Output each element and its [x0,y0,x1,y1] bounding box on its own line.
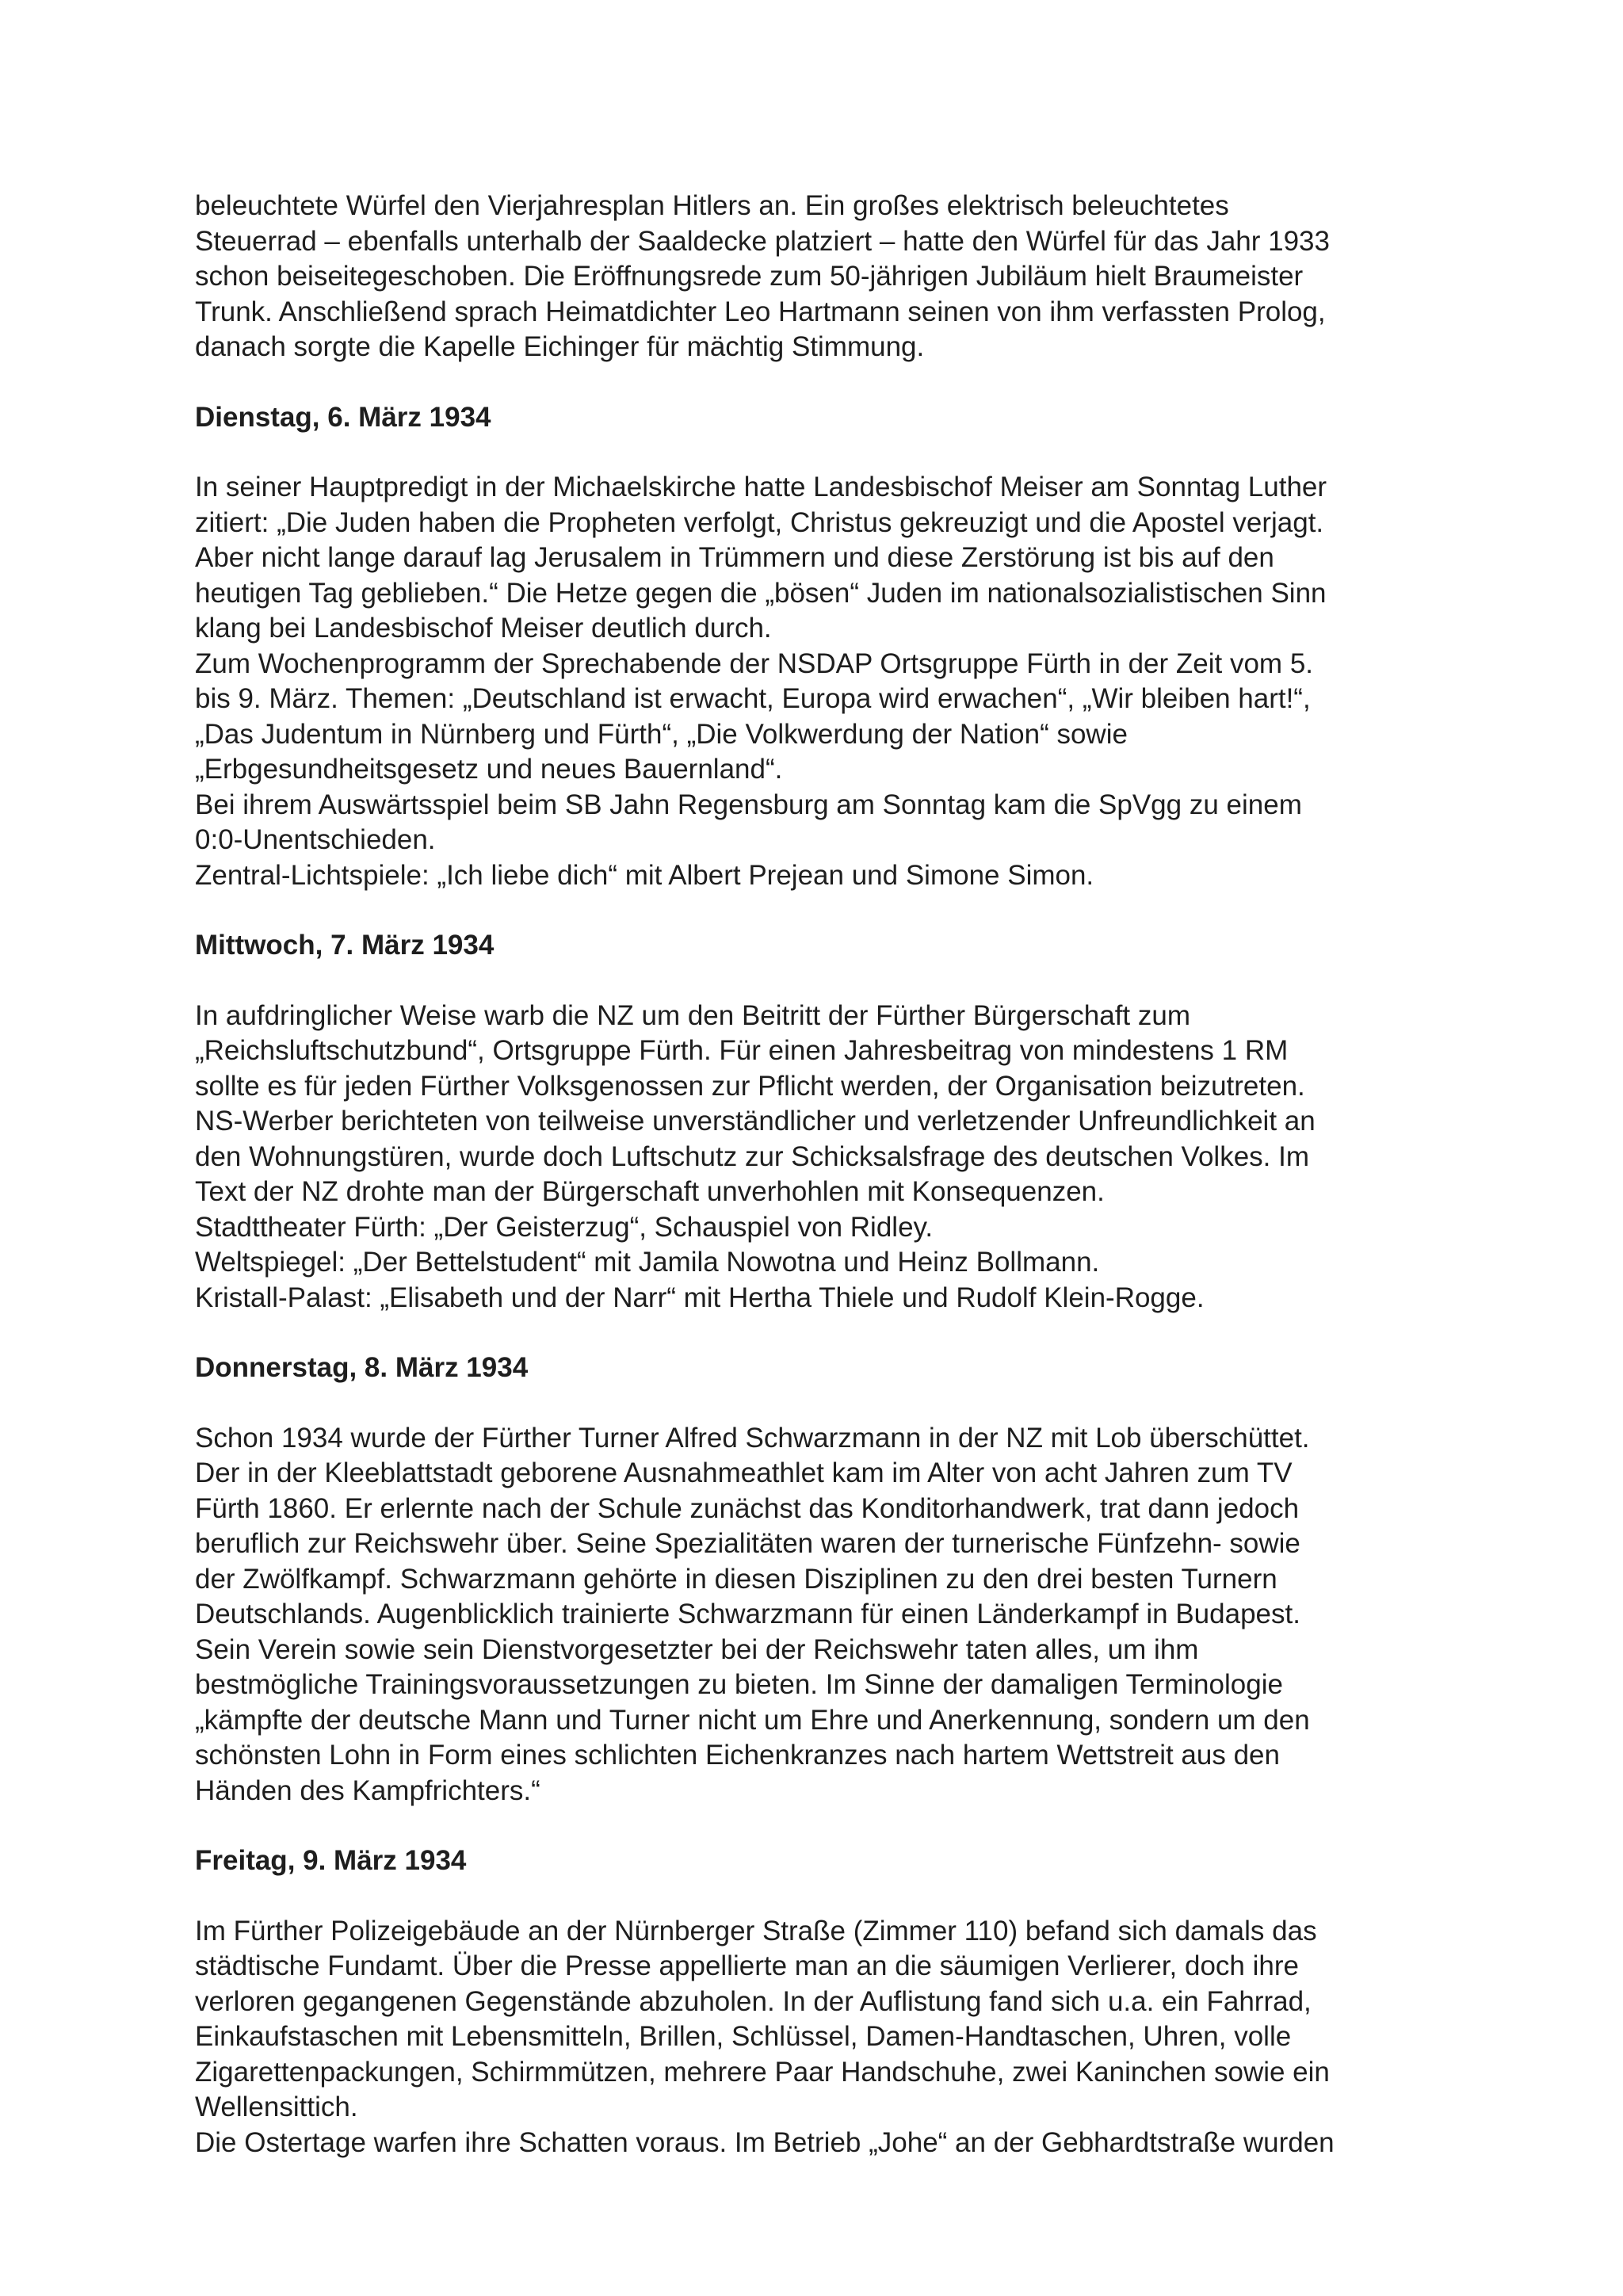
text-line: Steuerrad – ebenfalls unterhalb der Saaldecke platziert – hatte den Würfel für das Jahr 1933 [195,225,1330,257]
text-line: Text der NZ drohte man der Bürgerschaft unverhohlen mit Konsequenzen. [195,1176,1105,1207]
section-friday [195,1843,1431,2160]
text-line: schon beiseitegeschoben. Die Eröffnungsrede zum 50-jährigen Jubiläum hielt Braumeister [195,261,1304,292]
section-tuesday [195,400,1431,894]
text-line: verloren gegangenen Gegenstände abzuholen. In der Auflistung fand sich u.a. ein Fahrrad, [195,1985,1312,2017]
text-line: „Reichsluftschutzbund“, Ortsgruppe Fürth. Für einen Jahresbeitrag von mindestens 1 RM [195,1035,1289,1066]
text-line: den Wohnungstüren, wurde doch Luftschutz zur Schicksalsfrage des deutschen Volkes. Im [195,1140,1309,1172]
text-line: beruflich zur Reichswehr über. Seine Spezialitäten waren der turnerische Fünfzehn- sowie [195,1528,1300,1559]
text-line: „Erbgesundheitsgesetz und neues Bauernland“. [195,754,783,785]
text-line: bestmögliche Trainingsvoraussetzungen zu bieten. Im Sinne der damaligen Terminologie [195,1669,1283,1700]
text-line: der Zwölfkampf. Schwarzmann gehörte in diesen Disziplinen zu den drei besten Turnern [195,1563,1277,1595]
section-heading: Freitag, 9. März 1934 [195,1845,467,1876]
text-line: Zentral-Lichtspiele: „Ich liebe dich“ mit Albert Prejean und Simone Simon. [195,859,1094,891]
text-line: Trunk. Anschließend sprach Heimatdichter Leo Hartmann seinen von ihm verfassten Prolog, [195,296,1326,327]
text-line: Bei ihrem Auswärtsspiel beim SB Jahn Regensburg am Sonntag kam die SpVgg zu einem [195,789,1302,820]
text-line: Einkaufstaschen mit Lebensmitteln, Brillen, Schlüssel, Damen-Handtaschen, Uhren, volle [195,2021,1292,2052]
text-line: bis 9. März. Themen: „Deutschland ist erwacht, Europa wird erwachen“, „Wir bleiben hart!“, [195,683,1311,714]
text-line: „Das Judentum in Nürnberg und Fürth“, „Die Volkwerdung der Nation“ sowie [195,718,1128,750]
text-line: Händen des Kampfrichters.“ [195,1775,540,1806]
section-heading: Dienstag, 6. März 1934 [195,401,491,433]
text-line: Die Ostertage warfen ihre Schatten voraus. Im Betrieb „Johe“ an der Gebhardtstraße wurden [195,2126,1335,2158]
text-line: danach sorgte die Kapelle Eichinger für mächtig Stimmung. [195,331,925,362]
text-line: heutigen Tag geblieben.“ Die Hetze gegen die „bösen“ Juden im nationalsozialistischen Sinn [195,577,1327,609]
section-paragraph [195,999,1431,1316]
section-heading: Donnerstag, 8. März 1934 [195,1352,529,1383]
section-paragraph [195,470,1431,893]
text-line: 0:0-Unentschieden. [195,824,436,855]
section-paragraph [195,1421,1431,1809]
section-wednesday [195,928,1431,1316]
text-line: In aufdringlicher Weise warb die NZ um den Beitritt der Fürther Bürgerschaft zum [195,999,1190,1031]
text-line: Stadttheater Fürth: „Der Geisterzug“, Schauspiel von Ridley. [195,1211,934,1243]
text-line: beleuchtete Würfel den Vierjahresplan Hitlers an. Ein großes elektrisch beleuchtetes [195,190,1229,221]
text-line: Fürth 1860. Er erlernte nach der Schule zunächst das Konditorhandwerk, trat dann jedoch [195,1492,1300,1524]
section-heading: Mittwoch, 7. März 1934 [195,930,495,961]
text-line: Deutschlands. Augenblicklich trainierte Schwarzmann für einen Länderkampf in Budapest. [195,1599,1300,1629]
text-line: „kämpfte der deutsche Mann und Turner nicht um Ehre und Anerkennung, sondern um den [195,1704,1310,1736]
text-line: In seiner Hauptpredigt in der Michaelskirche hatte Landesbischof Meiser am Sonntag Luther [195,472,1327,502]
text-line: Zigarettenpackungen, Schirmmützen, mehrere Paar Handschuhe, zwei Kaninchen sowie ein [195,2056,1330,2088]
text-line: schönsten Lohn in Form eines schlichten Eichenkranzes nach hartem Wettstreit aus den [195,1740,1280,1771]
document-page [195,189,1431,2160]
text-line: klang bei Landesbischof Meiser deutlich durch. [195,613,772,644]
text-line: Kristall-Palast: „Elisabeth und der Narr“ mit Hertha Thiele und Rudolf Klein-Rogge. [195,1282,1205,1313]
text-line: Aber nicht lange darauf lag Jerusalem in Trümmern und diese Zerstörung ist bis auf den [195,542,1274,573]
text-line: Der in der Kleeblattstadt geborene Ausnahmeathlet kam im Alter von acht Jahren zum TV [195,1457,1293,1488]
text-line: Wellensittich. [195,2092,358,2122]
text-line: Zum Wochenprogramm der Sprechabende der NSDAP Ortsgruppe Fürth in der Zeit vom 5. [195,648,1314,679]
section-thursday [195,1350,1431,1809]
text-line: NS-Werber berichteten von teilweise unverständlicher und verletzender Unfreundlichkeit an [195,1106,1316,1137]
text-line: sollte es für jeden Fürther Volksgenossen zur Pflicht werden, der Organisation beizutreten. [195,1070,1305,1102]
text-line: Im Fürther Polizeigebäude an der Nürnberger Straße (Zimmer 110) befand sich damals das [195,1915,1317,1946]
text-line: Schon 1934 wurde der Fürther Turner Alfred Schwarzmann in der NZ mit Lob überschüttet. [195,1422,1310,1454]
text-line: Weltspiegel: „Der Bettelstudent“ mit Jamila Nowotna und Heinz Bollmann. [195,1247,1100,1278]
text-line: Sein Verein sowie sein Dienstvorgesetzter bei der Reichswehr taten alles, um ihm [195,1633,1199,1665]
section-paragraph [195,1914,1431,2161]
intro-paragraph [195,189,1431,365]
text-line: städtische Fundamt. Über die Presse appellierte man an die säumigen Verlierer, doch ihre [195,1950,1299,1981]
text-line: zitiert: „Die Juden haben die Propheten verfolgt, Christus gekreuzigt und die Apostel verjagt. [195,506,1324,538]
